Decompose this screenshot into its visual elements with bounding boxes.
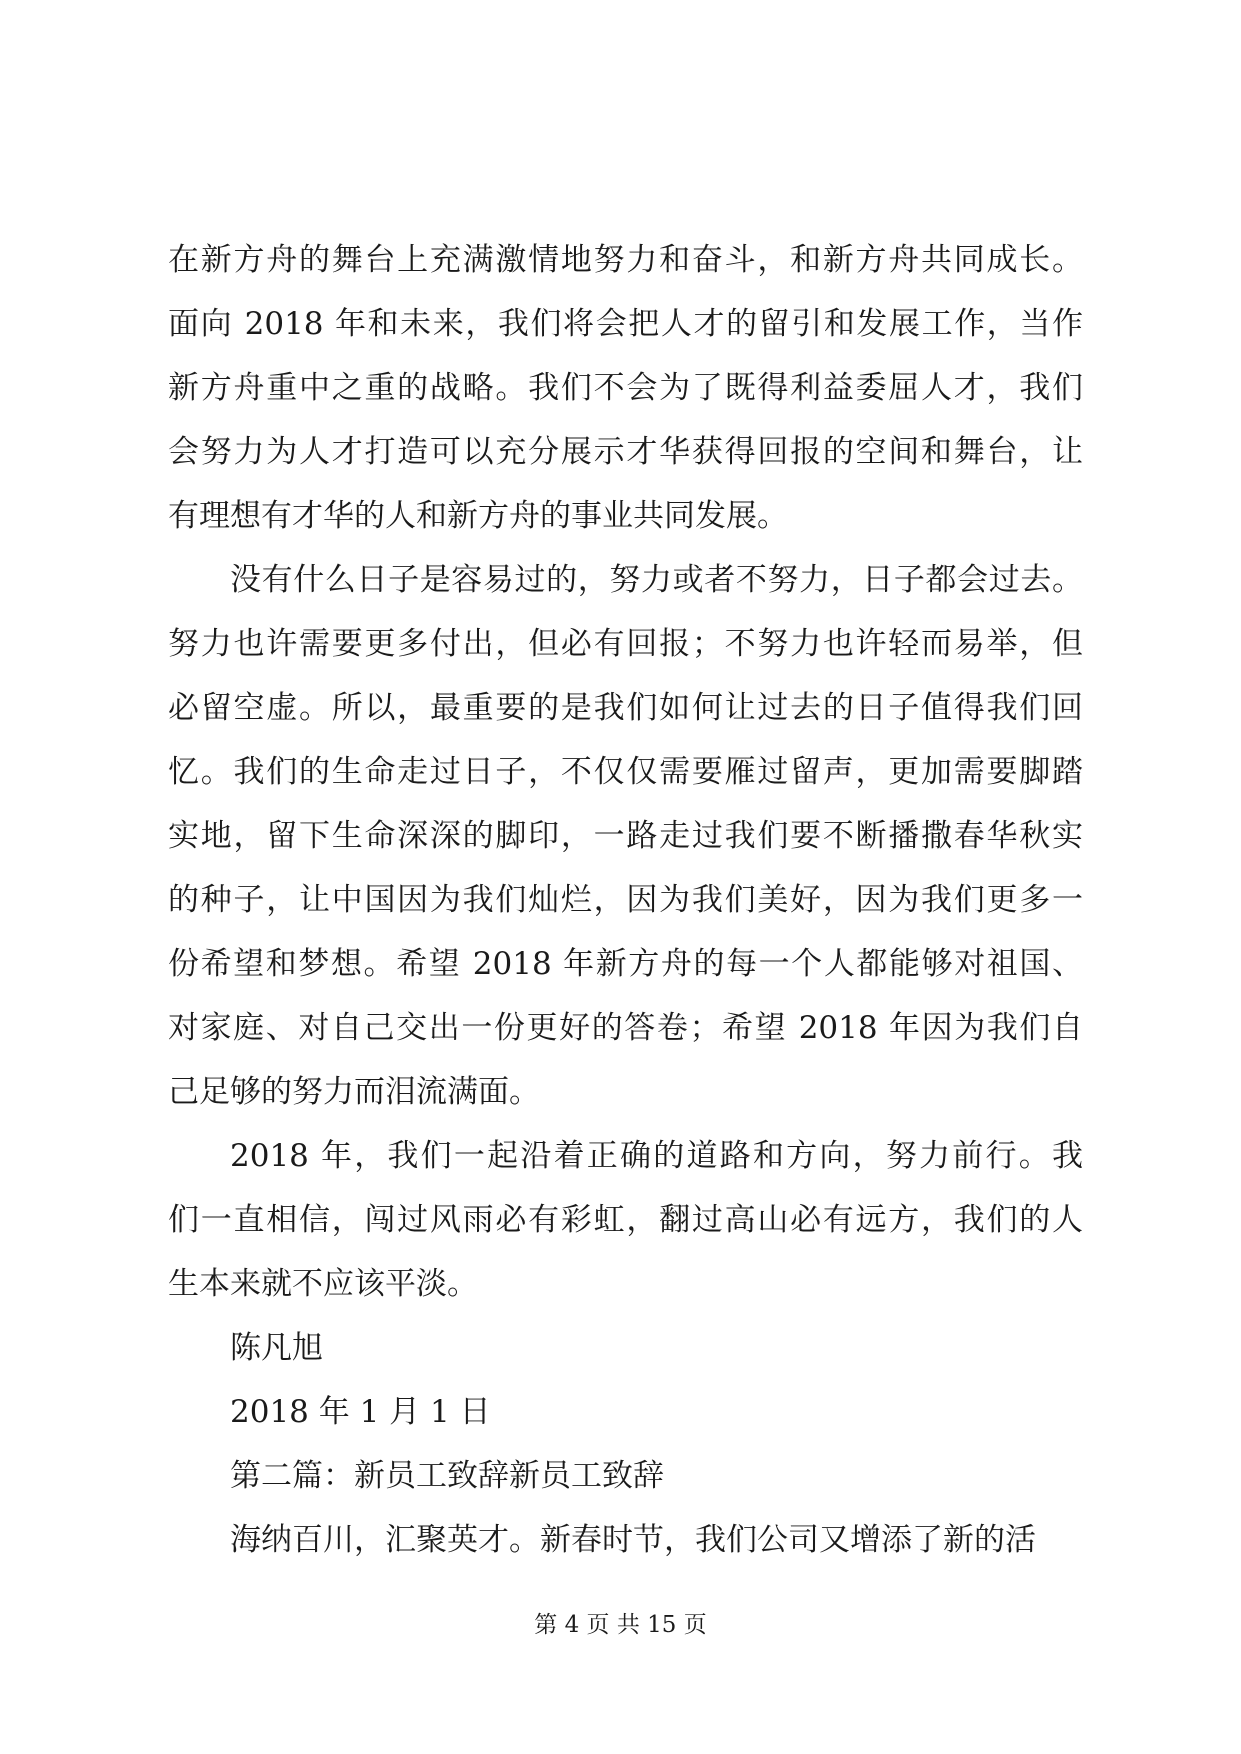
page-footer: 第 4 页 共 15 页: [534, 1612, 707, 1638]
text-line: 努力也许需要更多付出，但必有回报；不努力也许轻而易举，但: [168, 626, 1083, 662]
text-line: 陈凡旭: [230, 1330, 323, 1366]
text-line: 实地，留下生命深深的脚印，一路走过我们要不断播撒春华秋实: [168, 818, 1083, 854]
text-line: 在新方舟的舞台上充满激情地努力和奋斗，和新方舟共同成长。: [168, 242, 1083, 278]
text-line: 没有什么日子是容易过的，努力或者不努力，日子都会过去。: [230, 562, 1083, 598]
text-line: 己足够的努力而泪流满面。: [168, 1074, 540, 1110]
text-line: 们一直相信，闯过风雨必有彩虹，翻过高山必有远方，我们的人: [168, 1202, 1083, 1238]
body-text: [168, 228, 1083, 1572]
text-line: 生本来就不应该平淡。: [168, 1266, 478, 1302]
text-line: 第二篇：新员工致辞新员工致辞: [230, 1458, 664, 1494]
text-line: 对家庭、对自己交出一份更好的答卷；希望 2018 年因为我们自: [168, 1010, 1083, 1046]
text-line: 的种子，让中国因为我们灿烂，因为我们美好，因为我们更多一: [168, 882, 1083, 918]
text-line: 新方舟重中之重的战略。我们不会为了既得利益委屈人才，我们: [168, 370, 1083, 406]
text-line: 2018 年 1 月 1 日: [230, 1394, 491, 1430]
text-line: 必留空虚。所以，最重要的是我们如何让过去的日子值得我们回: [168, 690, 1083, 726]
text-line: 2018 年，我们一起沿着正确的道路和方向，努力前行。我: [230, 1138, 1083, 1174]
text-line: 份希望和梦想。希望 2018 年新方舟的每一个人都能够对祖国、: [168, 946, 1083, 982]
text-line: 忆。我们的生命走过日子，不仅仅需要雁过留声，更加需要脚踏: [168, 754, 1083, 790]
text-line: 有理想有才华的人和新方舟的事业共同发展。: [168, 498, 788, 534]
text-line: 海纳百川，汇聚英才。新春时节，我们公司又增添了新的活: [230, 1522, 1036, 1558]
text-line: 会努力为人才打造可以充分展示才华获得回报的空间和舞台，让: [168, 434, 1083, 470]
text-line: 面向 2018 年和未来，我们将会把人才的留引和发展工作，当作: [168, 306, 1083, 342]
